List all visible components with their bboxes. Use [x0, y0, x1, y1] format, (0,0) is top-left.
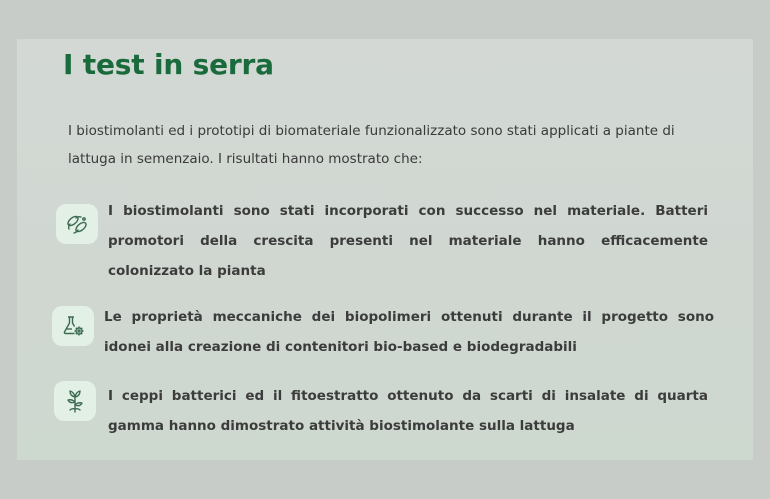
bacteria-icon	[56, 204, 98, 244]
intro-paragraph: I biostimolanti ed i prototipi di biomateriale funzionalizzato sono stati applicati a piante di lattuga in semenzaio. I risultati hanno mostrato che:	[68, 123, 675, 167]
plant-sprout-icon	[54, 381, 96, 421]
lab-flask-gear-icon	[52, 306, 94, 346]
bullet-text-2: Le proprietà meccaniche dei biopolimeri ottenuti durante il progetto sono idonei alla creazione di contenitori bio-based e biodegradabili	[104, 309, 714, 355]
bullet-text-3: I ceppi batterici ed il fitoestratto ottenuto da scarti di insalate di quarta gamma hanno dimostrato attività biostimolante sulla lattuga	[108, 388, 708, 434]
page-title: I test in serra	[63, 48, 274, 81]
bullet-text-1: I biostimolanti sono stati incorporati con successo nel materiale. Batteri promotori della crescita presenti nel materiale hanno efficacemente colonizzato la pianta	[108, 203, 708, 279]
